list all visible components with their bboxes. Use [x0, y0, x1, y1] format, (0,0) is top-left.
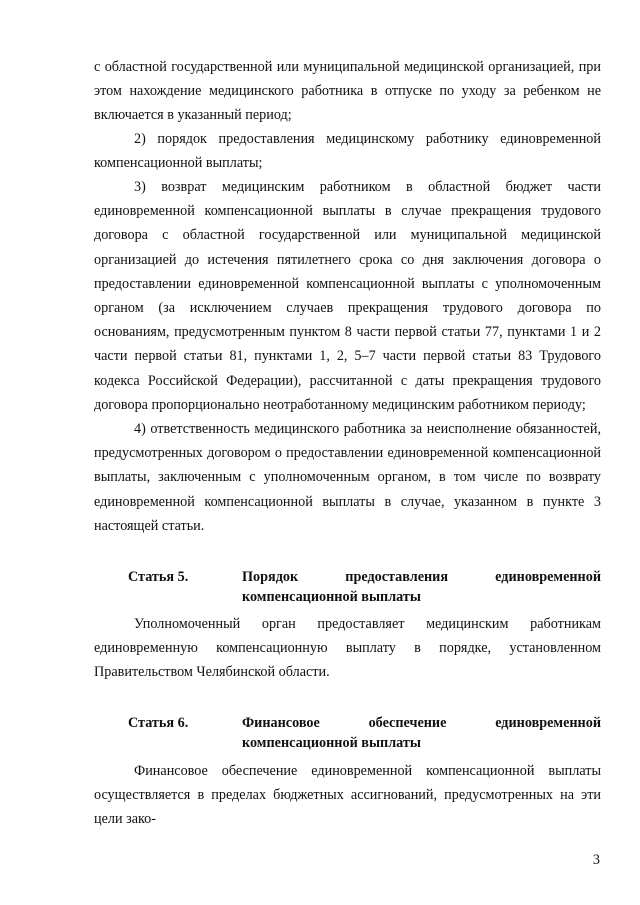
article-6-title: Финансовое обеспечение единовременной компенсационной выплаты — [242, 715, 601, 751]
article-6-number: Статья 6. — [128, 715, 189, 731]
article-5-title: Порядок предоставления единовременной компенсационной выплаты — [242, 569, 601, 605]
article-5-text: Уполномоченный орган предоставляет медицинским работникам единовременную компенсационную выплату в порядке, установленном Правительством Челябинской области. — [94, 616, 601, 681]
article-5-number: Статья 5. — [128, 569, 189, 585]
paragraph-continuation: с областной государственной или муниципальной медицинской организацией, при этом нахождение медицинского работника в отпуске по уходу за ребенком не включается в указанный период; — [94, 59, 601, 124]
page-number: 3 — [592, 852, 600, 868]
list-item-3: 3) возврат медицинским работником в областной бюджет части единовременной компенсационной выплаты в случае прекращения трудового договора с областной государственной или муниципальной медицинской организацией до истечения пятилетнего срока со дня заключения договора о предоставлении единовременной компенсационной выплаты с уполномоченным органом (за исключением случаев прекращения трудового договора по основаниям, предусмотренным пунктом 8 части первой статьи 77, пунктами 1 и 2 части первой статьи 81, пунктами 1, 2, 5–7 части первой статьи 83 Трудового кодекса Российской Федерации), рассчитанной с даты прекращения трудового договора пропорционально неотработанному медицинским работником периоду; — [94, 179, 601, 413]
article-6-text: Финансовое обеспечение единовременной компенсационной выплаты осуществляется в пределах бюджетных ассигнований, предусмотренных на эти цели зако- — [94, 763, 601, 828]
list-item-2: 2) порядок предоставления медицинскому работнику единовременной компенсационной выплаты; — [94, 131, 601, 172]
list-item-4: 4) ответственность медицинского работника за неисполнение обязанностей, предусмотренных договором о предоставлении единовременной компенсационной выплаты, заключенным с уполномоченным органом, в том числе по возврату единовременной компенсационной выплаты в случае, указанном в пункте 3 настоящей статьи. — [94, 421, 601, 534]
